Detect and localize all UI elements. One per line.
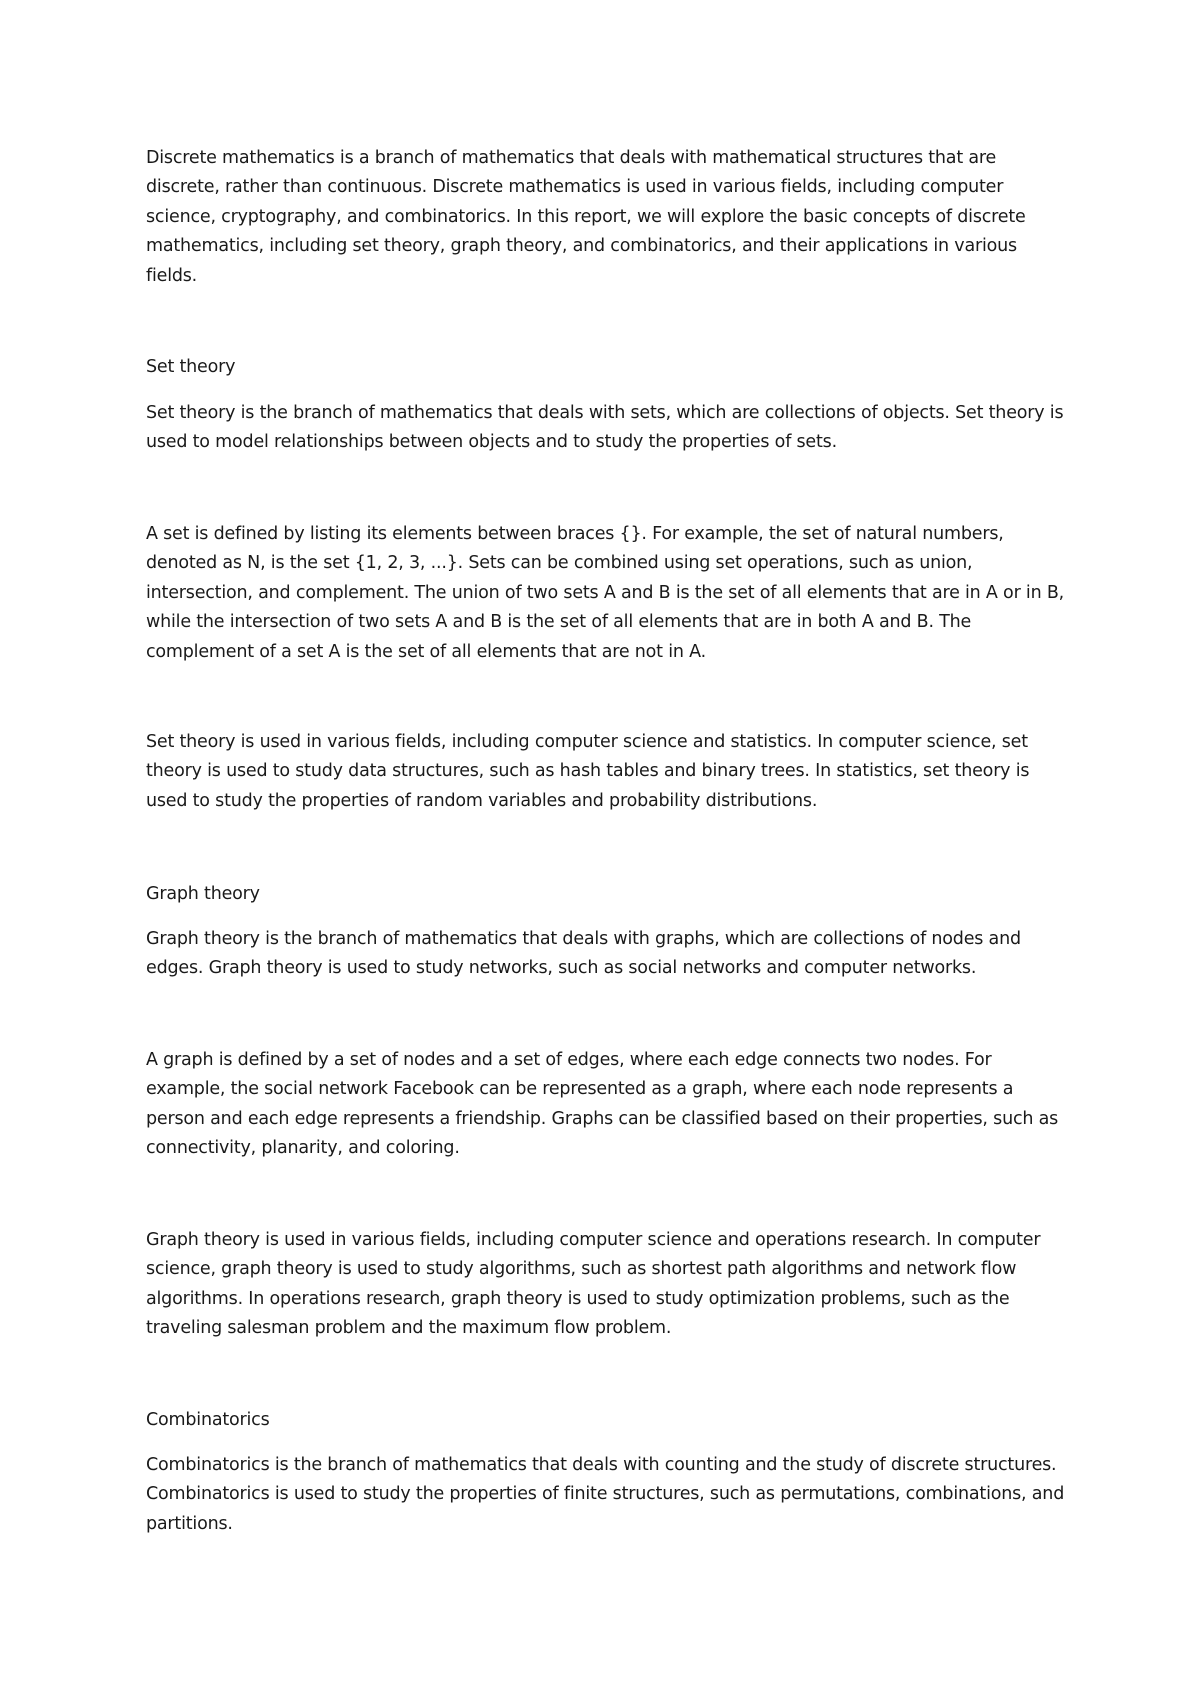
graph-theory-paragraph-1: Graph theory is the branch of mathematics that deals with graphs, which are collections of nodes and edges. Graph theory is used to study networks, such as social networks and computer networks. [146, 929, 1021, 979]
combinatorics-heading: Combinatorics [146, 1410, 270, 1430]
set-theory-paragraph-1: Set theory is the branch of mathematics that deals with sets, which are collections of objects. Set theory is used to model relationships between objects and to study the properties of sets. [146, 403, 1064, 453]
set-theory-paragraph-2: A set is defined by listing its elements between braces {}. For example, the set of natural numbers, denoted as N, is the set {1, 2, 3, ...}. Sets can be combined using set operations, such as union, intersection, and complement. The union of two sets A and B is the set of all elements that are in A or in B, while the intersection of two sets A and B is the set of all elements that are in both A and B. The complement of a set A is the set of all elements that are not in A. [146, 524, 1065, 662]
graph-theory-paragraph-3: Graph theory is used in various fields, including computer science and operations research. In computer science, graph theory is used to study algorithms, such as shortest path algorithms and network flow algorithms. In operations research, graph theory is used to study optimization problems, such as the traveling salesman problem and the maximum flow problem. [146, 1230, 1041, 1339]
set-theory-heading: Set theory [146, 357, 236, 377]
intro-paragraph: Discrete mathematics is a branch of mathematics that deals with mathematical structures that are discrete, rather than continuous. Discrete mathematics is used in various fields, including computer science, cryptography, and combinatorics. In this report, we will explore the basic concepts of discrete mathematics, including set theory, graph theory, and combinatorics, and their applications in various fields. [146, 148, 1026, 286]
combinatorics-paragraph-1: Combinatorics is the branch of mathematics that deals with counting and the study of discrete structures. Combinatorics is used to study the properties of finite structures, such as permutations, combinations, and partitions. [146, 1455, 1065, 1534]
graph-theory-heading: Graph theory [146, 884, 260, 904]
graph-theory-paragraph-2: A graph is defined by a set of nodes and a set of edges, where each edge connects two nodes. For example, the social network Facebook can be represented as a graph, where each node represents a person and each edge represents a friendship. Graphs can be classified based on their properties, such as connectivity, planarity, and coloring. [146, 1050, 1059, 1159]
set-theory-paragraph-3: Set theory is used in various fields, including computer science and statistics. In computer science, set theory is used to study data structures, such as hash tables and binary trees. In statistics, set theory is used to study the properties of random variables and probability distributions. [146, 732, 1030, 811]
